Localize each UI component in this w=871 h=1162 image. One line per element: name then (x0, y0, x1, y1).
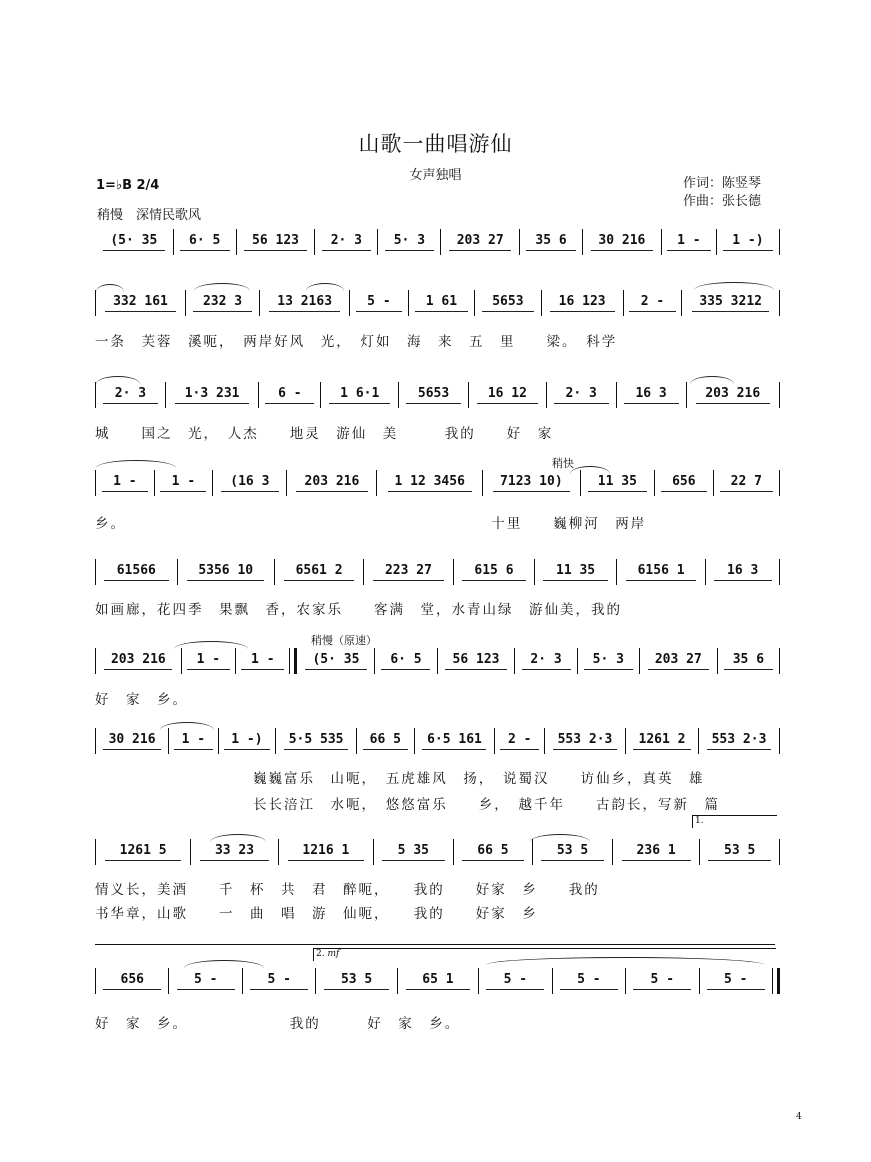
measure: 16 12 (469, 386, 546, 404)
first-ending-bracket (692, 815, 777, 828)
measure: 5 - (553, 972, 625, 990)
measure: 61566 (96, 563, 177, 581)
lyric-line: 好 家 乡。 我的 好 家 乡。 (95, 1016, 461, 1032)
measure: 6· 5 (174, 233, 236, 251)
notation-row-5 (95, 559, 780, 585)
measure: 1261 2 (626, 732, 698, 750)
measure: 1 - (662, 233, 716, 251)
notation-row-1 (95, 229, 780, 255)
measure: 5 35 (374, 843, 453, 861)
measure: 53 5 (316, 972, 396, 990)
measure: 56 123 (438, 652, 515, 670)
lyric-line: 如画廊，花四季 果飘 香，农家乐 客满 堂，水青山绿 游仙美，我的 (95, 602, 622, 618)
measure: (16 3 (213, 474, 286, 492)
measure: (5· 35 (297, 652, 374, 670)
lyric-line-verse-2: 长长涪江 水呃， 悠悠富乐 乡， 越千年 古韵长，写新 篇 (253, 797, 720, 813)
dynamic-mf: mf (327, 949, 340, 959)
notation-row-8 (95, 839, 780, 865)
slur (694, 282, 774, 290)
slur (96, 460, 176, 468)
measure: 2· 3 (315, 233, 377, 251)
measure: 656 (655, 474, 713, 492)
measure: 656 (96, 972, 168, 990)
notation-row-7 (95, 728, 780, 754)
measure: (5· 35 (95, 233, 173, 251)
measure: 203 216 (687, 386, 779, 404)
measure: 13 2163 (260, 294, 349, 312)
tempo-change-faster: 稍快 (552, 457, 574, 470)
system-line (95, 944, 775, 945)
measure: 1 - (155, 474, 213, 492)
measure: 11 35 (581, 474, 654, 492)
measure: 53 5 (700, 843, 779, 861)
barline (779, 382, 780, 408)
measure: 5 - (350, 294, 408, 312)
measure: 5· 3 (378, 233, 440, 251)
measure: 6156 1 (617, 563, 705, 581)
measure: 6 - (259, 386, 320, 404)
measure: 5 - (700, 972, 772, 990)
measure: 5356 10 (178, 563, 274, 581)
measure: 35 6 (718, 652, 779, 670)
barline (779, 559, 780, 585)
measure: 232 3 (186, 294, 259, 312)
measure: 5 - (479, 972, 551, 990)
measure: 56 123 (237, 233, 315, 251)
measure: 5 - (169, 972, 241, 990)
barline (779, 648, 780, 674)
measure: 203 216 (96, 652, 181, 670)
measure: 1 12 3456 (377, 474, 482, 492)
slur (184, 960, 264, 968)
measure: 22 7 (714, 474, 779, 492)
measure: 5653 (475, 294, 540, 312)
measure: 553 2·3 (545, 732, 625, 750)
measure: 1 61 (409, 294, 474, 312)
notation-row-6 (95, 648, 780, 674)
lyric-line-verse-1: 情义长，美酒 千 杯 共 君 醉呃， 我的 好家 乡 我的 (95, 882, 600, 898)
measure: 30 216 (583, 233, 661, 251)
measure: 236 1 (613, 843, 699, 861)
measure: 2 - (495, 732, 544, 750)
measure: 7123 10) (483, 474, 580, 492)
measure: 2· 3 (96, 386, 165, 404)
measure: 5653 (399, 386, 468, 404)
measure: 203 27 (640, 652, 717, 670)
measure: 33 23 (191, 843, 277, 861)
measure: 2· 3 (515, 652, 576, 670)
tempo-change-slow: 稍慢（原速） (311, 634, 377, 647)
measure: 5·5 535 (276, 732, 356, 750)
measure: 1 - (236, 652, 289, 670)
measure: 66 5 (454, 843, 533, 861)
measure: 1 -) (717, 233, 779, 251)
measure: 65 1 (398, 972, 478, 990)
measure: 1 -) (219, 732, 275, 750)
measure: 223 27 (364, 563, 452, 581)
volta-1-label: 1. (695, 816, 704, 826)
page-number: 4 (796, 1112, 802, 1122)
measure: 35 6 (520, 233, 582, 251)
composer-credit: 作曲：张长德 (683, 194, 762, 209)
lyric-line: 城 国之 光， 人杰 地灵 游仙 美 我的 好 家 (95, 426, 554, 442)
tempo-marking: 稍慢 深情民歌风 (97, 208, 202, 223)
measure: 11 35 (535, 563, 616, 581)
measure: 5 - (243, 972, 315, 990)
measure: 1·3 231 (166, 386, 258, 404)
measure: 2· 3 (547, 386, 616, 404)
measure: 1216 1 (279, 843, 373, 861)
measure: 6· 5 (375, 652, 436, 670)
notation-row-9 (95, 968, 780, 994)
barline (772, 968, 780, 994)
notation-row-3 (95, 382, 780, 408)
measure: 6561 2 (275, 563, 363, 581)
lyric-line: 乡。 十里 巍柳河 两岸 (95, 516, 647, 532)
barline (779, 470, 780, 496)
barline (779, 290, 780, 316)
measure: 203 216 (287, 474, 376, 492)
barline (779, 839, 780, 865)
measure: 1 - (169, 732, 218, 750)
barline (779, 229, 780, 255)
measure: 332 161 (96, 294, 185, 312)
barline (289, 648, 297, 674)
lyric-line: 一条 芙蓉 溪呃， 两岸好风 光， 灯如 海 来 五 里 梁。 科学 (95, 334, 618, 350)
measure: 30 216 (96, 732, 168, 750)
notation-row-2 (95, 290, 780, 316)
song-subtitle: 女声独唱 (409, 168, 462, 183)
lyricist-credit: 作词：陈竖琴 (683, 176, 762, 191)
measure: 5 - (626, 972, 698, 990)
notation-row-4 (95, 470, 780, 496)
measure: 66 5 (357, 732, 413, 750)
barline (779, 728, 780, 754)
measure: 53 5 (533, 843, 612, 861)
measure: 553 2·3 (699, 732, 779, 750)
measure: 1 - (96, 474, 154, 492)
measure: 615 6 (454, 563, 535, 581)
measure: 1 - (182, 652, 235, 670)
volta-2-label: 2. (316, 949, 325, 959)
lyric-line-verse-2: 书华章，山歌 一 曲 唱 游 仙呃， 我的 好家 乡 (95, 906, 538, 922)
song-title: 山歌一曲唱游仙 (358, 132, 513, 156)
measure: 5· 3 (578, 652, 639, 670)
measure: 6·5 161 (415, 732, 495, 750)
lyric-line: 好 家 乡。 (95, 692, 188, 708)
measure: 1261 5 (96, 843, 190, 861)
measure: 16 123 (542, 294, 623, 312)
measure: 16 3 (706, 563, 779, 581)
key-signature: 1=♭B 2/4 (96, 178, 160, 193)
measure: 2 - (624, 294, 682, 312)
lyric-line-verse-1: 巍巍富乐 山呃， 五虎雄风 扬， 说蜀汉 访仙乡，真英 雄 (253, 771, 705, 787)
measure: 16 3 (617, 386, 686, 404)
measure: 335 3212 (682, 294, 779, 312)
measure: 203 27 (441, 233, 519, 251)
measure: 1 6·1 (321, 386, 398, 404)
